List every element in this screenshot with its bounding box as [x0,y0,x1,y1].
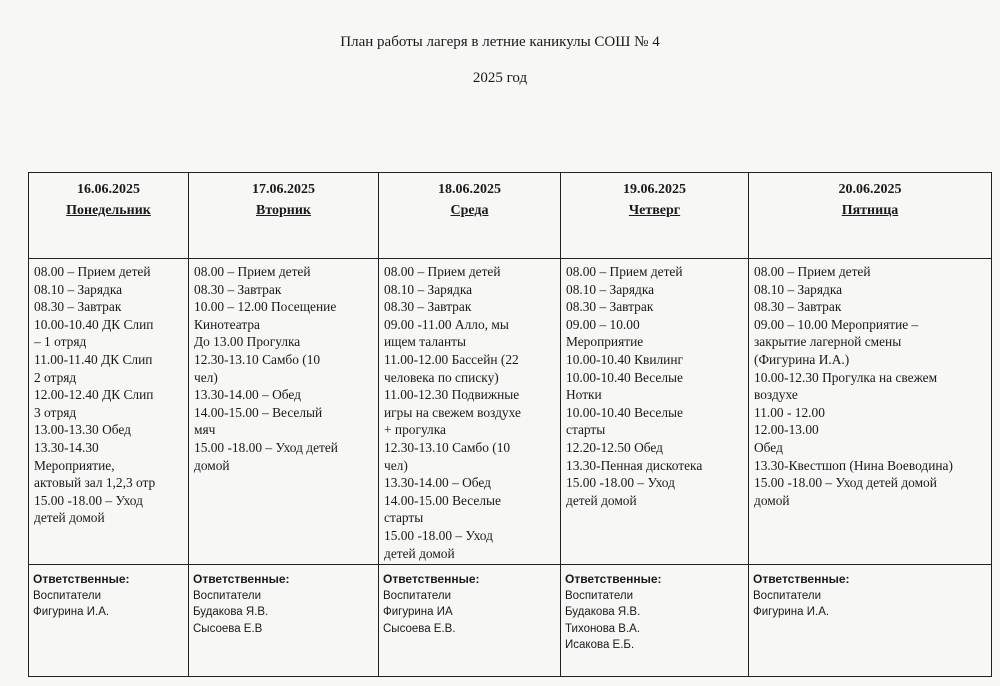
day-schedule-1 [189,259,379,565]
schedule-line: 12.30-13.10 Самбо (10 [384,439,511,455]
document-year: 2025 год [472,70,528,86]
day-header-1 [189,173,379,259]
schedule-line: 11.00-12.30 Подвижные [384,387,520,403]
schedule-line: воздухе [754,387,798,403]
schedule-line: 08.00 – Прием детей [754,264,871,279]
schedule-line: 09.00 – 10.00 Мероприятие – [754,316,919,332]
schedule-line: актовый зал 1,2,3 отр [34,475,156,491]
responsible-person: Воспитатели [383,589,452,602]
responsible-person: Тихонова В.А. [565,622,641,635]
document-title: План работы лагеря в летние каникулы СОШ № 4 [340,34,660,50]
schedule-line: 08.30 – Завтрак [194,281,282,297]
responsible-label: Ответственные: [753,572,850,586]
schedule-line: 12.00-13.00 [754,422,819,438]
schedule-line: ищем таланты [384,334,466,350]
schedule-line: Мероприятие, [34,457,115,473]
day-date: 17.06.2025 [252,182,315,197]
schedule-line: + прогулка [384,422,446,438]
schedule-line: 11.00 - 12.00 [754,404,825,420]
schedule-line: детей домой [566,492,637,508]
schedule-line: Мероприятие [566,334,644,350]
schedule-line: домой [754,492,790,508]
schedule-line: 10.00-10.40 Квилинг [566,351,683,367]
responsible-person: Будакова Я.В. [193,606,269,618]
schedule-line: 13.00-13.30 Обед [34,422,131,438]
schedule-line: 08.30 – Завтрак [566,299,654,315]
schedule-line: 13.30-Пенная дискотека [566,457,703,473]
responsible-person: Сысоева Е.В [193,622,263,635]
day-date: 16.06.2025 [77,182,140,197]
day-weekday: Вторник [255,203,311,218]
schedule-line: 13.30-Квестшоп (Нина Воеводина) [754,457,953,473]
responsible-person: Будакова Я.В. [565,606,641,618]
schedule-line: 15.00 -18.00 – Уход детей домой [754,475,937,491]
responsible-label: Ответственные: [565,572,662,586]
responsible-person: Воспитатели [193,589,262,602]
schedule-line: 13.30-14.00 – Обед [384,475,491,491]
schedule-line: 15.00 -18.00 – Уход детей [194,439,338,455]
schedule-line: 11.00-11.40 ДК Слип [34,351,153,367]
day-schedule-0 [29,259,189,565]
schedule-line: 15.00 -18.00 – Уход [384,527,493,543]
day-header-4 [749,173,991,259]
schedule-line: 08.00 – Прием детей [34,264,151,279]
schedule-line: 10.00-12.30 Прогулка на свежем [754,369,938,385]
responsible-label: Ответственные: [33,572,130,586]
schedule-line: мяч [194,422,216,438]
schedule-line: 08.10 – Зарядка [566,281,655,297]
day-header-3 [561,173,749,259]
schedule-line: детей домой [384,545,455,561]
schedule-line: Нотки [566,387,602,403]
responsible-person: Исакова Е.Б. [565,639,635,651]
schedule-table [28,172,992,677]
responsible-person: Фигурина И.А. [33,606,110,618]
schedule-line: 2 отряд [34,369,77,385]
day-weekday: Среда [450,203,489,218]
schedule-line: старты [384,510,424,526]
schedule-line: 13.30-14.00 – Обед [194,387,301,403]
responsible-person: Фигурина ИА [383,606,453,618]
schedule-line: 09.00 -11.00 Алло, мы [384,316,509,332]
schedule-line: 08.30 – Завтрак [384,299,472,315]
day-weekday: Пятница [841,203,899,218]
schedule-line: старты [566,422,606,438]
schedule-line: 12.20-12.50 Обед [566,439,663,455]
day-responsible-2 [379,565,561,676]
schedule-line: игры на свежем воздухе [384,404,521,420]
schedule-line: 08.30 – Завтрак [754,299,842,315]
day-weekday: Понедельник [66,203,151,218]
schedule-line: 08.30 – Завтрак [34,299,122,315]
responsible-person: Воспитатели [753,589,822,602]
schedule-line: 08.00 – Прием детей [194,264,311,279]
schedule-line: 10.00-10.40 Веселые [566,404,683,420]
responsible-label: Ответственные: [383,572,480,586]
schedule-line: 08.00 – Прием детей [566,264,683,279]
schedule-line: 14.00-15.00 – Веселый [194,404,323,420]
responsible-person: Воспитатели [33,589,102,602]
schedule-line: 08.10 – Зарядка [754,281,843,297]
day-date: 20.06.2025 [838,182,902,197]
schedule-line: 10.00 – 12.00 Посещение [194,299,337,315]
schedule-line: 13.30-14.30 [34,439,99,455]
schedule-line: детей домой [34,510,105,526]
schedule-line: Обед [754,439,783,455]
schedule-line: 10.00-10.40 Веселые [566,369,683,385]
schedule-line: человека по списку) [384,369,499,385]
schedule-line: До 13.00 Прогулка [194,334,301,350]
schedule-line: 14.00-15.00 Веселые [384,492,501,508]
day-date: 18.06.2025 [438,182,501,197]
schedule-line: 12.30-13.10 Самбо (10 [194,351,321,367]
responsible-person: Фигурина И.А. [753,606,830,618]
schedule-line: 15.00 -18.00 – Уход [34,492,143,508]
schedule-line: домой [194,457,230,473]
day-header-2 [379,173,561,259]
schedule-line: 08.10 – Зарядка [384,281,473,297]
schedule-line: 3 отряд [34,404,77,420]
day-header-0 [29,173,189,259]
schedule-line: Кинотеатра [194,316,260,332]
schedule-line: чел) [194,369,218,385]
schedule-line: 12.00-12.40 ДК Слип [34,387,154,403]
schedule-line: 11.00-12.00 Бассейн (22 [384,351,519,367]
schedule-line: закрытие лагерной смены [754,334,902,350]
day-schedule-4 [749,259,991,565]
responsible-label: Ответственные: [193,572,290,586]
day-weekday: Четверг [628,203,681,218]
schedule-line: 15.00 -18.00 – Уход [566,475,675,491]
schedule-line: 10.00-10.40 ДК Слип [34,316,154,332]
day-schedule-2 [379,259,561,565]
schedule-line: – 1 отряд [34,334,87,350]
day-responsible-1 [189,565,379,676]
day-responsible-0 [29,565,189,676]
responsible-person: Воспитатели [565,589,634,602]
schedule-line: 08.10 – Зарядка [34,281,123,297]
schedule-line: (Фигурина И.А.) [754,351,850,367]
day-schedule-3 [561,259,749,565]
responsible-person: Сысоева Е.В. [383,622,456,635]
schedule-line: 09.00 – 10.00 [566,316,640,332]
schedule-line: чел) [384,457,408,473]
day-responsible-3 [561,565,749,676]
day-responsible-4 [749,565,991,676]
schedule-line: 08.00 – Прием детей [384,264,501,279]
day-date: 19.06.2025 [623,182,686,197]
